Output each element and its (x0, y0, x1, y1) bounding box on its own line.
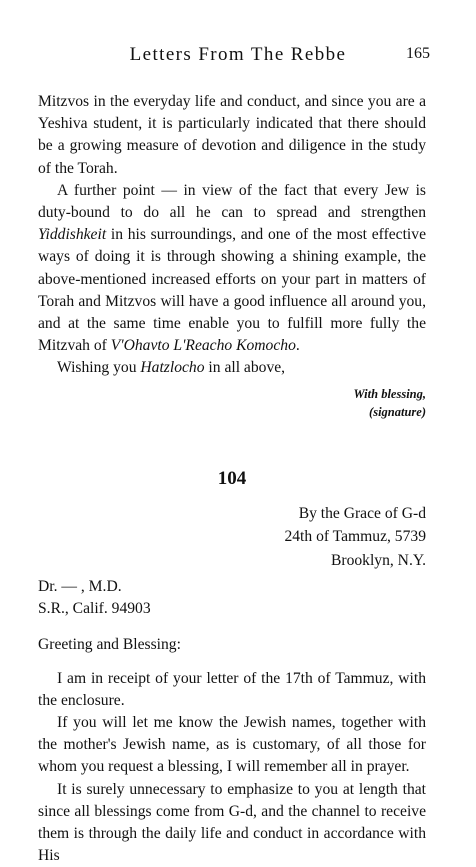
page-body (38, 91, 426, 867)
running-header (0, 44, 476, 68)
text-run: in all above, (204, 359, 286, 377)
addressee-line: S.R., Calif. 94903 (38, 600, 151, 618)
addressee (38, 576, 426, 620)
paragraph: If you will let me know the Jewish names, together with the mother's Jewish name, as is customary, of all those for whom you request a blessing, I will remember all in prayer. (38, 713, 426, 776)
paragraph (38, 180, 426, 358)
italic-term: V'Ohavto L'Reacho Komocho (110, 337, 296, 355)
paragraph (38, 357, 426, 379)
dateline-line: By the Grace of G-d (298, 504, 426, 522)
italic-term: Hatzlocho (140, 359, 205, 377)
closing-line: With blessing, (353, 386, 426, 401)
paragraph: I am in receipt of your letter of the 17th of Tammuz, with the enclosure. (38, 669, 426, 709)
text-run: A further point — in view of the fact that every Jew is duty-bound to do all he can to spread and strengthen (38, 181, 426, 222)
greeting: Greeting and Blessing: (38, 636, 181, 654)
paragraph: It is surely unnecessary to emphasize to you at length that since all blessings come from G-d, and the channel to receive them is through the daily life and conduct in accordance with His (38, 780, 426, 865)
paragraph: Mitzvos in the everyday life and conduct, and since you are a Yeshiva student, it is particularly indicated that there should be a growing measure of devotion and diligence in the study of the Torah. (38, 93, 426, 177)
closing-signature (38, 385, 426, 421)
text-run: Wishing you (57, 359, 141, 377)
dateline-line: Brooklyn, N.Y. (330, 551, 426, 569)
text-run: in his surroundings, and one of the most effective ways of doing it is through showing a shining example, the above-mentioned increased efforts on your part in matters of Torah and Mitzvos will have a good influence all around you, and at the same time enable you to fulfill more fully the Mitzvah of (38, 226, 426, 355)
dateline (38, 502, 426, 573)
addressee-line: Dr. — , M.D. (38, 578, 122, 596)
dateline-line: 24th of Tammuz, 5739 (284, 528, 426, 546)
signature-line: (signature) (369, 404, 426, 419)
letter-number: 104 (217, 467, 247, 489)
italic-term: Yiddishkeit (38, 226, 107, 244)
text-run: . (295, 337, 300, 355)
page-number: 165 (406, 45, 430, 62)
running-title: Letters From The Rebbe (129, 44, 347, 65)
